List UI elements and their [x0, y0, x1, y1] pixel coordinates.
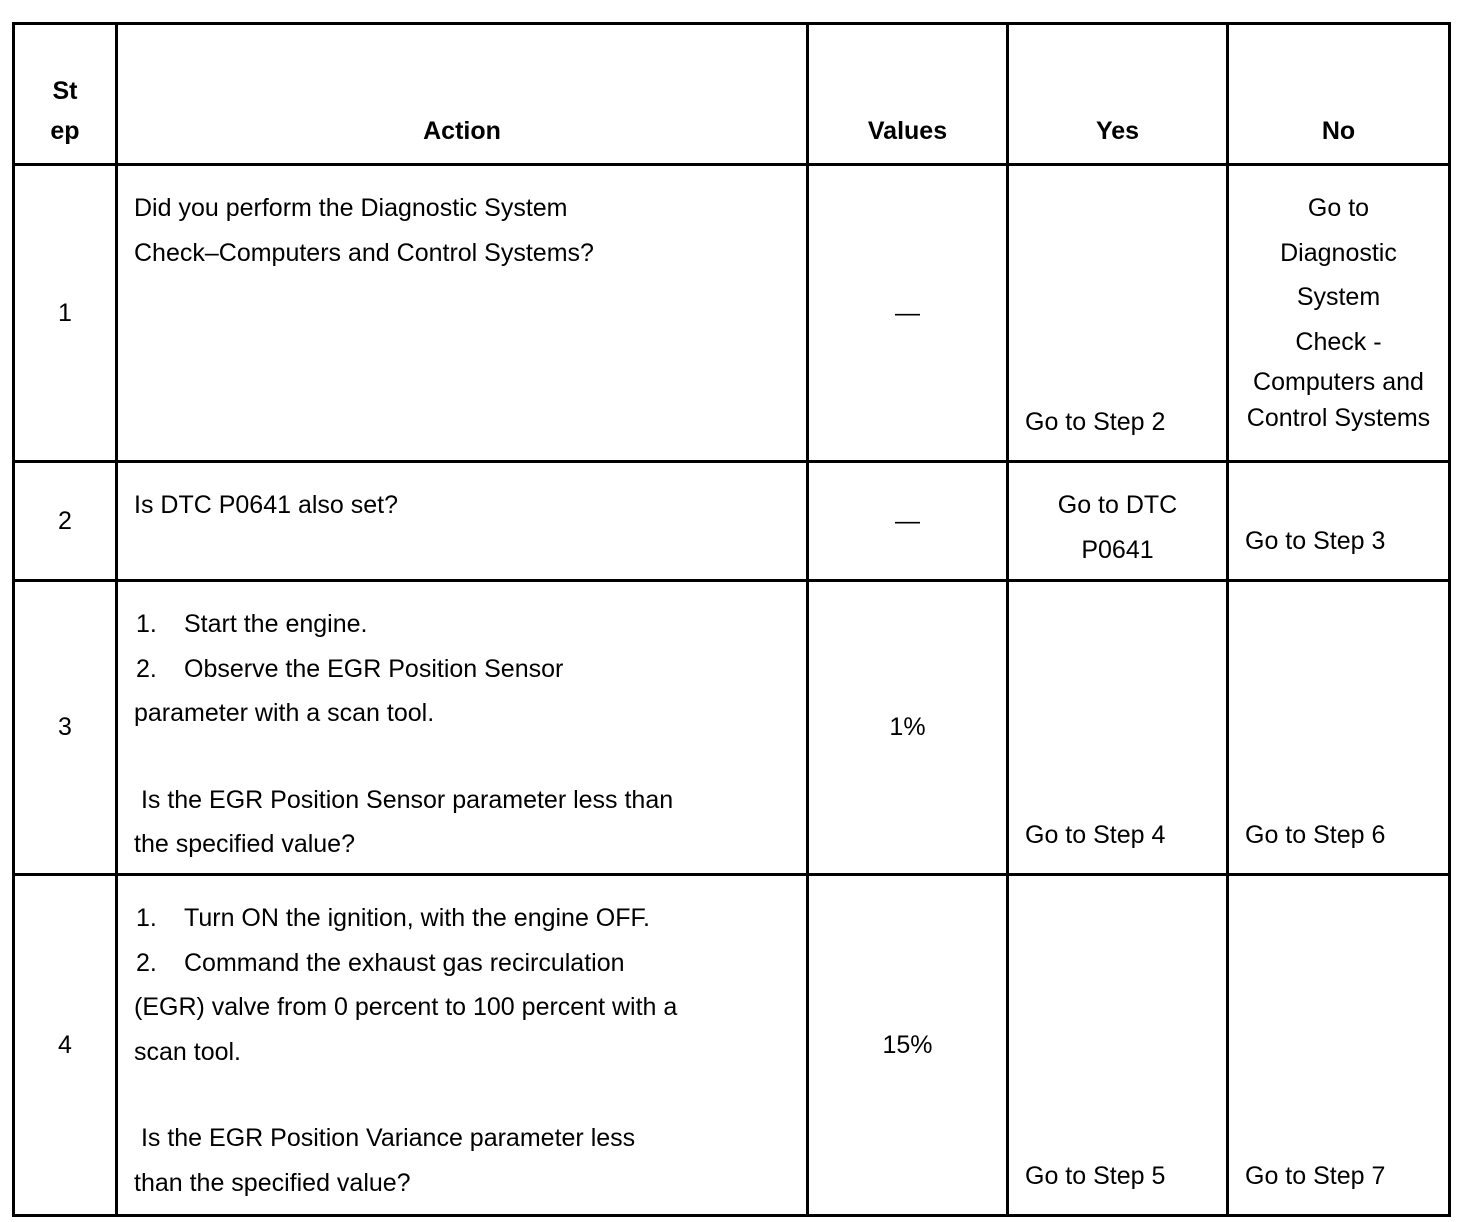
yes-cell	[1008, 462, 1228, 581]
step-number: 3	[14, 581, 117, 875]
no-cell: Go to Step 7	[1228, 875, 1450, 1216]
no-line: System	[1296, 283, 1381, 311]
no-line: Diagnostic	[1280, 238, 1397, 267]
question-line: than the specified value?	[134, 1168, 411, 1197]
list-item-text: Observe the EGR Position Sensor	[184, 654, 564, 683]
diagnostic-table	[12, 22, 1451, 1217]
value-cell: 1%	[808, 581, 1008, 875]
header-action: Action	[117, 24, 808, 165]
no-line: Computers and	[1253, 368, 1424, 396]
action-cell	[117, 875, 808, 1216]
table-row	[14, 165, 1450, 462]
list-item	[134, 602, 796, 647]
value-cell: —	[808, 165, 1008, 462]
no-cell	[1228, 165, 1450, 462]
list-item-number: 1.	[136, 610, 157, 638]
action-line: (EGR) valve from 0 percent to 100 percent with a	[134, 993, 678, 1021]
no-cell: Go to Step 6	[1228, 581, 1450, 875]
header-row	[14, 24, 1450, 165]
action-cell	[117, 581, 808, 875]
step-number: 2	[14, 462, 117, 581]
header-step-line1: St	[52, 77, 78, 105]
header-step-line2: ep	[50, 117, 80, 145]
list-item-number: 1.	[136, 904, 157, 932]
header-no: No	[1228, 24, 1450, 165]
step-number: 4	[14, 875, 117, 1216]
value-cell: 15%	[808, 875, 1008, 1216]
header-yes: Yes	[1008, 24, 1228, 165]
list-item-number: 2.	[136, 654, 157, 683]
no-line: Control Systems	[1246, 404, 1431, 432]
no-line: Go to	[1307, 194, 1370, 222]
table-row	[14, 581, 1450, 875]
step-number: 1	[14, 165, 117, 462]
list-item-text: Start the engine.	[184, 610, 368, 638]
action-cell: Is DTC P0641 also set?	[117, 462, 808, 581]
yes-line: Go to DTC	[1057, 491, 1178, 519]
action-line: Check–Computers and Control Systems?	[134, 238, 594, 267]
question-line: Is the EGR Position Sensor parameter less than	[134, 785, 674, 814]
list-item-number: 2.	[136, 948, 157, 977]
list-item	[134, 941, 796, 986]
list-item	[134, 647, 796, 692]
action-line: parameter with a scan tool.	[134, 699, 435, 727]
list-item-text: Turn ON the ignition, with the engine OFF.	[184, 904, 650, 932]
action-line: Did you perform the Diagnostic System	[134, 194, 568, 222]
list-item-text: Command the exhaust gas recirculation	[184, 948, 625, 977]
list-item	[134, 896, 796, 941]
action-line: scan tool.	[134, 1037, 242, 1066]
action-cell	[117, 165, 808, 462]
question-line: Is the EGR Position Variance parameter less	[134, 1124, 636, 1152]
no-line: Check -	[1295, 327, 1382, 356]
table-row	[14, 875, 1450, 1216]
header-values: Values	[808, 24, 1008, 165]
header-step	[14, 24, 117, 165]
yes-cell: Go to Step 5	[1008, 875, 1228, 1216]
value-cell: —	[808, 462, 1008, 581]
yes-line: P0641	[1081, 535, 1154, 564]
yes-cell: Go to Step 4	[1008, 581, 1228, 875]
yes-cell: Go to Step 2	[1008, 165, 1228, 462]
no-cell: Go to Step 3	[1228, 462, 1450, 581]
question-line: the specified value?	[134, 830, 355, 858]
table-row	[14, 462, 1450, 581]
